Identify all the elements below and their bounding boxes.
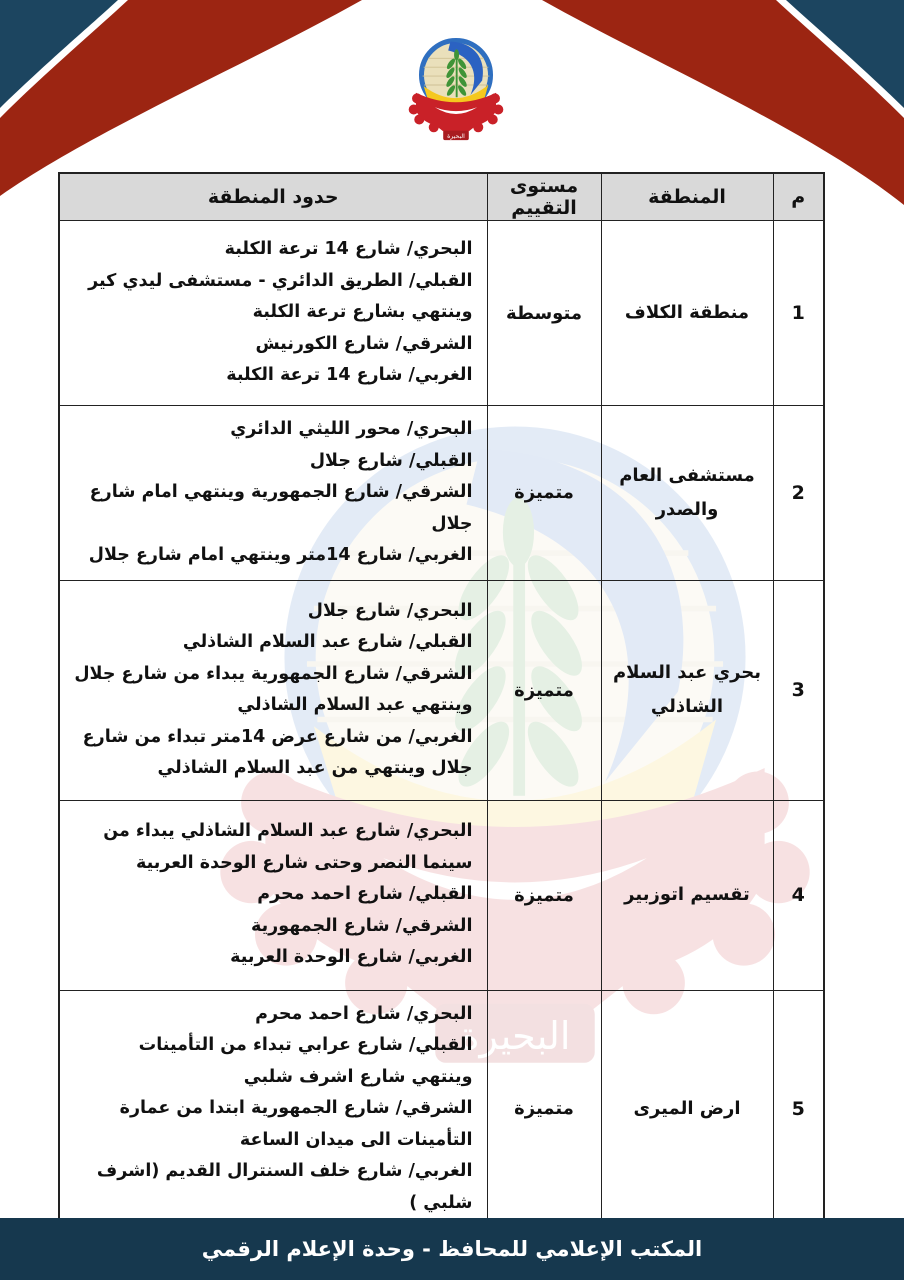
rating-cell: متوسطة bbox=[487, 221, 601, 406]
bounds-line: الشرقي/ شارع الجمهورية يبداء من شارع جلال وينتهي عبد السلام الشاذلي bbox=[74, 663, 473, 715]
bounds-line: الشرقي/ شارع الجمهورية bbox=[250, 915, 473, 936]
bounds-cell bbox=[59, 990, 487, 1228]
bounds-line: الشرقي/ شارع الجمهورية ابتدا من عمارة التأمينات الى ميدان الساعة bbox=[119, 1098, 473, 1150]
region-index-cell: 3 bbox=[773, 580, 824, 800]
column-header-region: المنطقة bbox=[601, 173, 773, 221]
table-row bbox=[59, 990, 824, 1228]
table-row bbox=[59, 580, 824, 800]
bounds-line: البحري/ محور الليثي الدائري bbox=[230, 419, 473, 439]
beheira-governorate-logo-icon bbox=[400, 26, 512, 144]
left-corner-swoosh bbox=[0, 0, 362, 196]
footer-text: المكتب الإعلامي للمحافظ - وحدة الإعلام الرقمي bbox=[201, 1237, 703, 1261]
bounds-line: القبلي/ شارع احمد محرم bbox=[257, 884, 473, 905]
bounds-line: الغربي/ شارع خلف السنترال القديم (اشرف شلبي ) bbox=[96, 1161, 473, 1213]
bounds-line: القبلي/ الطريق الدائري - مستشفى ليدي كير وينتهي بشارع ترعة الكلبة bbox=[88, 270, 473, 323]
bounds-line: البحري/ شارع جلال bbox=[307, 600, 473, 621]
region-name-cell: ارض الميرى bbox=[601, 990, 773, 1228]
right-corner-swoosh bbox=[542, 0, 904, 205]
bounds-line: القبلي/ شارع عرابي تبداء من التأمينات وينتهي شارع اشرف شلبي bbox=[138, 1035, 473, 1087]
bounds-line: الشرقي/ شارع الجمهورية وينتهي امام شارع جلال bbox=[89, 482, 473, 534]
region-name-cell: مستشفى العام والصدر bbox=[601, 406, 773, 581]
bounds-line: الغربي/ من شارع عرض 14متر تبداء من شارع جلال وينتهي من عبد السلام الشاذلي bbox=[82, 726, 473, 778]
bounds-line: الشرقي/ شارع الكورنيش bbox=[255, 333, 473, 354]
column-header-bounds: حدود المنطقة bbox=[59, 173, 487, 221]
rating-cell: متميزة bbox=[487, 800, 601, 990]
region-index-cell: 4 bbox=[773, 800, 824, 990]
region-name-cell: منطقة الكلاف bbox=[601, 221, 773, 406]
bounds-line: الغربي/ شارع 14متر وينتهي امام شارع جلال bbox=[88, 545, 473, 565]
rating-cell: متميزة bbox=[487, 580, 601, 800]
column-header-index: م bbox=[773, 173, 824, 221]
bounds-line: الغربي/ شارع 14 ترعة الكلبة bbox=[226, 365, 473, 386]
region-index-cell: 1 bbox=[773, 221, 824, 406]
bounds-line: القبلي/ شارع جلال bbox=[309, 450, 473, 471]
rating-cell: متميزة bbox=[487, 406, 601, 581]
table-row bbox=[59, 221, 824, 406]
region-name-cell: تقسيم اتوزبير bbox=[601, 800, 773, 990]
bounds-line: البحري/ شارع 14 ترعة الكلبة bbox=[224, 239, 473, 260]
table-row bbox=[59, 406, 824, 581]
rating-cell: متميزة bbox=[487, 990, 601, 1228]
bounds-line: البحري/ شارع عبد السلام الشاذلي يبداء من سينما النصر وحتى شارع الوحدة العربية bbox=[103, 821, 473, 873]
column-header-rating: مستوى التقييم bbox=[487, 173, 601, 221]
region-index-cell: 2 bbox=[773, 406, 824, 581]
bounds-cell bbox=[59, 406, 487, 581]
bounds-line: الغربي/ شارع الوحدة العربية bbox=[230, 947, 473, 968]
table-row bbox=[59, 800, 824, 990]
region-name-cell: بحري عبد السلام الشاذلي bbox=[601, 580, 773, 800]
bounds-cell bbox=[59, 580, 487, 800]
bounds-line: القبلي/ شارع عبد السلام الشاذلي bbox=[182, 632, 473, 652]
bounds-line: البحري/ شارع احمد محرم bbox=[255, 1003, 473, 1024]
footer-bar bbox=[0, 1218, 904, 1280]
bounds-cell bbox=[59, 800, 487, 990]
regions-table bbox=[58, 172, 825, 1229]
bounds-cell bbox=[59, 221, 487, 406]
region-index-cell: 5 bbox=[773, 990, 824, 1228]
